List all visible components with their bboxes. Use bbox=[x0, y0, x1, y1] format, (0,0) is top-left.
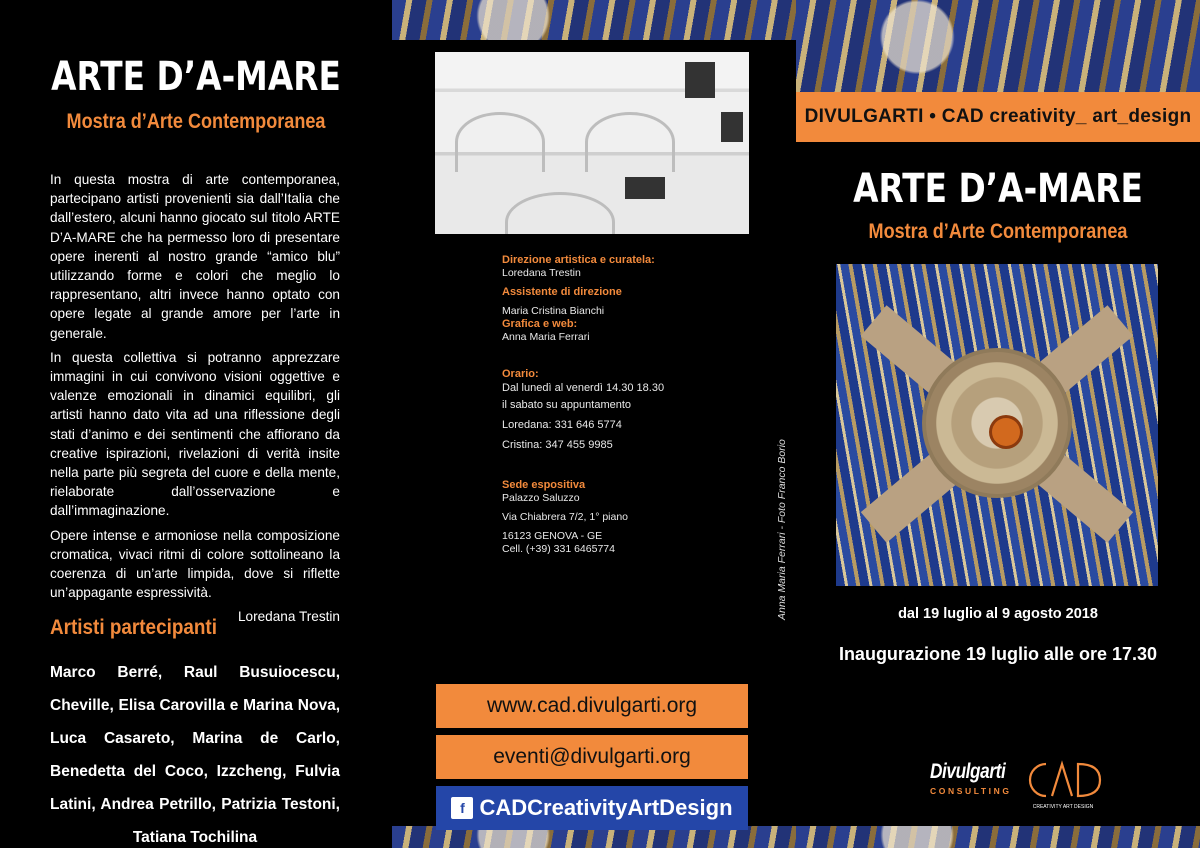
artists-list: Marco Berré, Raul Busuiocescu, Cheville, Elisa Carovilla e Marina Nova, Luca Casareto, Marina de Carlo, Benedetta del Coco, Izzcheng, Fulvia Latini, Andrea Petrillo, Patrizia Testoni, Tatiana Tochilina bbox=[50, 664, 340, 846]
facebook-link[interactable] bbox=[436, 786, 748, 830]
left-panel bbox=[0, 0, 392, 848]
credits-and-info bbox=[502, 254, 722, 556]
description-signature: Loredana Trestin bbox=[237, 609, 340, 625]
organizer-banner: DIVULGARTI • CAD creativity_ art_design bbox=[796, 92, 1200, 142]
ceiling-strip-top bbox=[392, 0, 796, 40]
exhibition-description bbox=[50, 170, 340, 632]
ceiling-photo-top bbox=[796, 0, 1200, 92]
graphics-label: Grafica e web: bbox=[502, 318, 578, 330]
facebook-page-name: CADCreativityArtDesign bbox=[479, 795, 733, 820]
cad-logo-sub: CREATIVITY ART DESIGN bbox=[1032, 804, 1094, 810]
phone-cristina: Cristina: 347 455 9985 bbox=[502, 439, 613, 451]
assistant-label: Assistente di direzione bbox=[502, 286, 622, 298]
cover-subtitle: Mostra d’Arte Contemporanea bbox=[868, 220, 1128, 243]
cad-logo bbox=[1022, 756, 1104, 812]
hours-weekdays: Dal lunedì al venerdì 14.30 18.30 bbox=[502, 382, 665, 394]
hours-label: Orario: bbox=[502, 368, 539, 380]
website-link[interactable]: www.cad.divulgarti.org bbox=[436, 684, 748, 728]
description-paragraph-2: In questa collettiva si potranno apprezzare immagini in cui convivono visioni oggettive e valenze emozionali in dinamici equilibri, gli artisti hanno dato vita ad una riflessione degli stati d’animo e dei sentimenti che affiorano da creative ispirazioni, rivelazioni di verità insite nella parte più segreta del cuore e della mente, rielaborate dall’osservazione e dall’immaginazione. bbox=[50, 349, 340, 519]
divulgarti-logo-sub: CONSULTING bbox=[930, 786, 1012, 796]
venue-label: Sede espositiva bbox=[502, 479, 586, 491]
hours-saturday: il sabato su appuntamento bbox=[502, 399, 632, 411]
venue-name: Palazzo Saluzzo bbox=[502, 492, 580, 504]
direction-name: Loredana Trestin bbox=[502, 267, 581, 279]
cover-title: ARTE D’A-MARE bbox=[853, 166, 1143, 212]
divulgarti-logo-text: Divulgarti bbox=[930, 760, 1006, 783]
description-paragraph-3: Opere intense e armoniose nella composizione cromatica, vivaci ritmi di colore sottolineano la coerenza di un’arte limpida, dove si riflette un’appagante espressività. bbox=[50, 527, 340, 601]
artists-heading: Artisti partecipanti bbox=[50, 616, 217, 639]
email-link[interactable]: eventi@divulgarti.org bbox=[436, 735, 748, 779]
ceiling-fresco-photo bbox=[836, 264, 1158, 586]
assistant-name: Maria Cristina Bianchi bbox=[502, 305, 605, 317]
exhibition-dates: dal 19 luglio al 9 agosto 2018 bbox=[898, 606, 1098, 622]
photo-credit: Anna Maria Ferrari - Foto Franco Borio bbox=[776, 439, 788, 620]
left-title: ARTE D’A-MARE bbox=[51, 54, 341, 100]
graphics-name: Anna Maria Ferrari bbox=[502, 331, 590, 343]
ceiling-strip-bottom-right bbox=[796, 826, 1200, 848]
venue-city: 16123 GENOVA - GE bbox=[502, 530, 603, 542]
direction-label: Direzione artistica e curatela: bbox=[502, 254, 655, 266]
courtyard-photo bbox=[435, 52, 749, 234]
facebook-icon: f bbox=[451, 797, 473, 819]
venue-address: Via Chiabrera 7/2, 1° piano bbox=[502, 511, 629, 523]
left-subtitle: Mostra d’Arte Contemporanea bbox=[66, 110, 326, 133]
phone-loredana: Loredana: 331 646 5774 bbox=[502, 419, 622, 431]
description-paragraph-1: In questa mostra di arte contemporanea, partecipano artisti provenienti sia dall’Italia che dall’estero, alcuni hanno giocato sul titolo ARTE D’A-MARE che ha permesso loro di presentare opere inerenti al nostro grande “amico blu” utilizzando forme e colori che meglio lo rappresentano, altri invece hanno optato con opere legate al grande amore per l’arte in generale. bbox=[50, 172, 340, 341]
inauguration-info: Inaugurazione 19 luglio alle ore 17.30 bbox=[838, 644, 1158, 664]
divulgarti-logo bbox=[930, 760, 1014, 804]
venue-cell: Cell. (+39) 331 6465774 bbox=[502, 543, 615, 555]
